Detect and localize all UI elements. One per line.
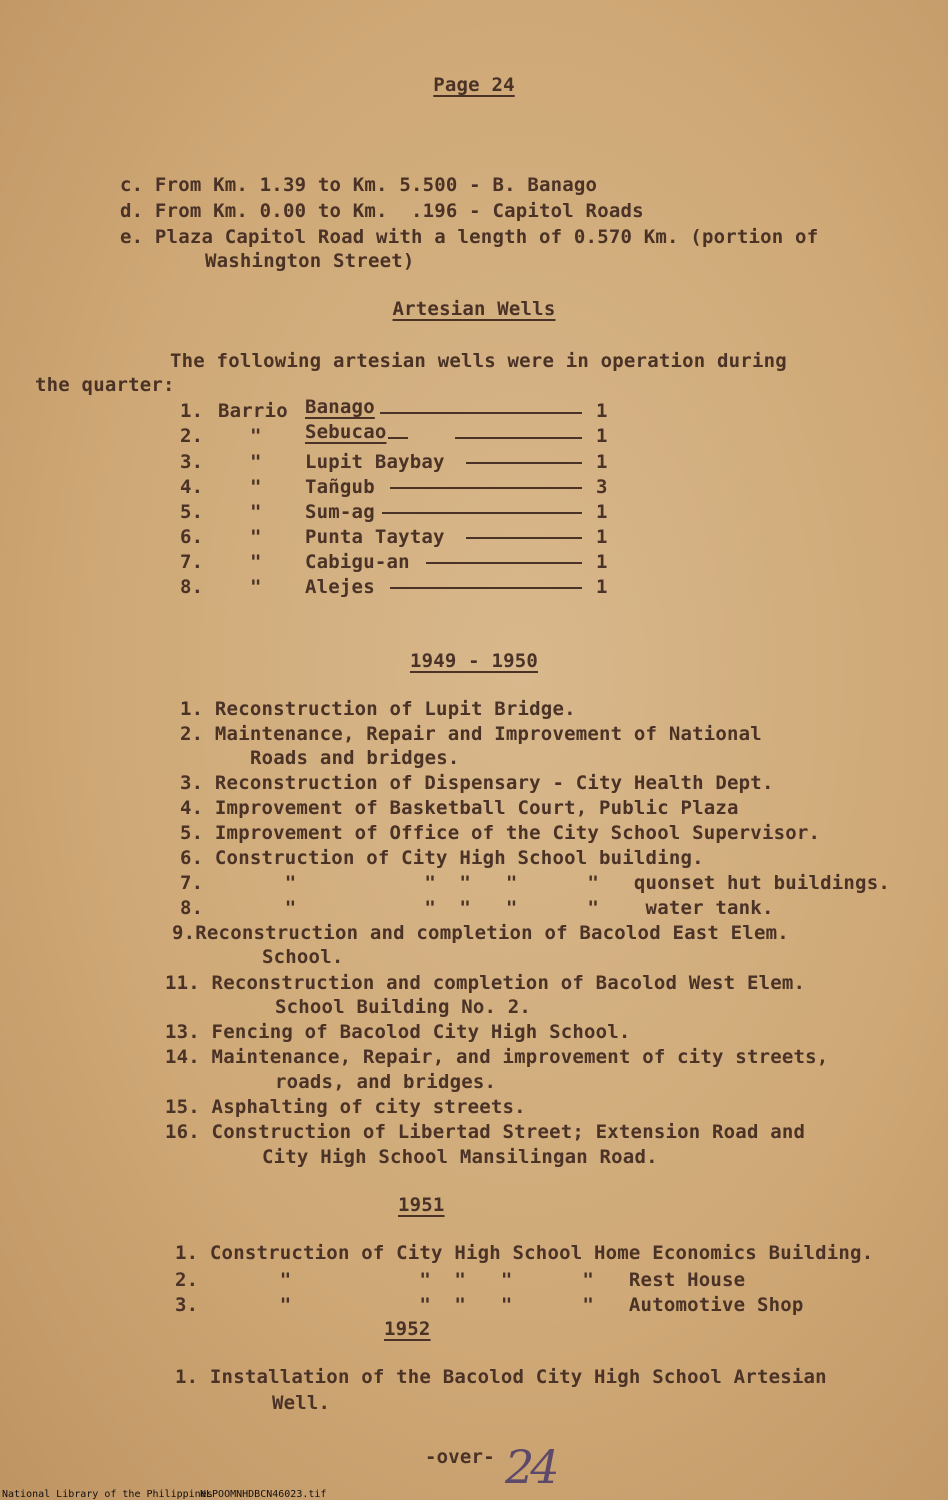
- list-item: 5. Improvement of Office of the City School Supervisor.: [180, 822, 821, 844]
- well-number: 3.: [180, 451, 204, 473]
- road-item-d: d. From Km. 0.00 to Km. .196 - Capitol Roads: [120, 200, 644, 222]
- over-marker: -over-: [425, 1446, 495, 1468]
- leader-line: [388, 437, 408, 439]
- well-name: Banago: [305, 396, 375, 418]
- well-number: 5.: [180, 501, 204, 523]
- list-item: School Building No. 2.: [275, 996, 532, 1018]
- list-item: 7. " " " " " quonset hut buildings.: [180, 872, 890, 894]
- road-item-c: c. From Km. 1.39 to Km. 5.500 - B. Banago: [120, 174, 598, 196]
- list-item: roads, and bridges.: [275, 1071, 497, 1093]
- artesian-intro: The following artesian wells were in operation during: [170, 350, 787, 372]
- leader-line: [466, 462, 582, 464]
- page-label: Page 24: [433, 74, 515, 96]
- list-item: Roads and bridges.: [250, 747, 460, 769]
- leader-line: [455, 437, 582, 439]
- list-item: 16. Construction of Libertad Street; Extension Road and: [165, 1121, 806, 1143]
- well-name: Alejes: [305, 576, 375, 598]
- well-name: Punta Taytay: [305, 526, 445, 548]
- list-item: 15. Asphalting of city streets.: [165, 1096, 526, 1118]
- leader-line: [380, 412, 582, 414]
- leader-line: [390, 587, 582, 589]
- list-item: 13. Fencing of Bacolod City High School.: [165, 1021, 631, 1043]
- list-item: 2. " " " " " Rest House: [175, 1269, 746, 1291]
- well-number: 2.: [180, 425, 204, 447]
- well-prefix: ": [250, 526, 262, 548]
- well-count: 1: [596, 551, 608, 573]
- well-prefix: ": [250, 551, 262, 573]
- list-item: 3. " " " " " Automotive Shop: [175, 1294, 804, 1316]
- scan-footer-library: National Library of the Philippines: [2, 1489, 213, 1500]
- leader-line: [426, 562, 582, 564]
- section-heading-1952: 1952: [384, 1318, 431, 1340]
- list-item: 14. Maintenance, Repair, and improvement of city streets,: [165, 1046, 829, 1068]
- list-item: School.: [262, 946, 344, 968]
- list-item: 9.Reconstruction and completion of Bacolod East Elem.: [172, 922, 789, 944]
- leader-line: [390, 487, 582, 489]
- well-count: 1: [596, 576, 608, 598]
- well-prefix: ": [250, 476, 262, 498]
- leader-line: [466, 537, 582, 539]
- list-item: Well.: [272, 1392, 331, 1414]
- list-item: 1. Installation of the Bacolod City High School Artesian: [175, 1366, 827, 1388]
- well-prefix: ": [250, 451, 262, 473]
- well-prefix: ": [250, 501, 262, 523]
- well-prefix: Barrio: [218, 400, 288, 422]
- well-number: 7.: [180, 551, 204, 573]
- section-heading-1949: 1949 - 1950: [409, 650, 539, 672]
- list-item: 2. Maintenance, Repair and Improvement of National: [180, 723, 762, 745]
- artesian-heading: Artesian Wells: [392, 298, 556, 320]
- list-item: 8. " " " " " water tank.: [180, 897, 774, 919]
- well-prefix: ": [250, 425, 262, 447]
- well-count: 1: [596, 400, 608, 422]
- well-number: 1.: [180, 400, 204, 422]
- list-item: 1. Reconstruction of Lupit Bridge.: [180, 698, 576, 720]
- well-count: 1: [596, 425, 608, 447]
- well-name: Tañgub: [305, 476, 375, 498]
- well-number: 8.: [180, 576, 204, 598]
- road-item-e: e. Plaza Capitol Road with a length of 0.570 Km. (portion of: [120, 226, 819, 248]
- artesian-intro-cont: the quarter:: [35, 374, 175, 396]
- scan-footer-filename: NLPOOMNHDBCN46023.tif: [200, 1489, 327, 1500]
- well-number: 4.: [180, 476, 204, 498]
- section-heading-1951: 1951: [398, 1194, 445, 1216]
- handwritten-page-number: 24: [505, 1440, 556, 1494]
- road-item-e-cont: Washington Street): [205, 250, 415, 272]
- well-number: 6.: [180, 526, 204, 548]
- well-prefix: ": [250, 576, 262, 598]
- list-item: City High School Mansilingan Road.: [262, 1146, 658, 1168]
- well-count: 1: [596, 501, 608, 523]
- list-item: 1. Construction of City High School Home Economics Building.: [175, 1242, 874, 1264]
- list-item: 6. Construction of City High School building.: [180, 847, 704, 869]
- well-count: 1: [596, 526, 608, 548]
- well-count: 3: [596, 476, 608, 498]
- well-name: Cabigu-an: [305, 551, 410, 573]
- well-name: Sum-ag: [305, 501, 375, 523]
- list-item: 11. Reconstruction and completion of Bacolod West Elem.: [165, 972, 806, 994]
- well-name: Sebucao: [305, 421, 387, 443]
- leader-line: [382, 512, 582, 514]
- well-name: Lupit Baybay: [305, 451, 445, 473]
- well-count: 1: [596, 451, 608, 473]
- list-item: 4. Improvement of Basketball Court, Public Plaza: [180, 797, 739, 819]
- list-item: 3. Reconstruction of Dispensary - City Health Dept.: [180, 772, 774, 794]
